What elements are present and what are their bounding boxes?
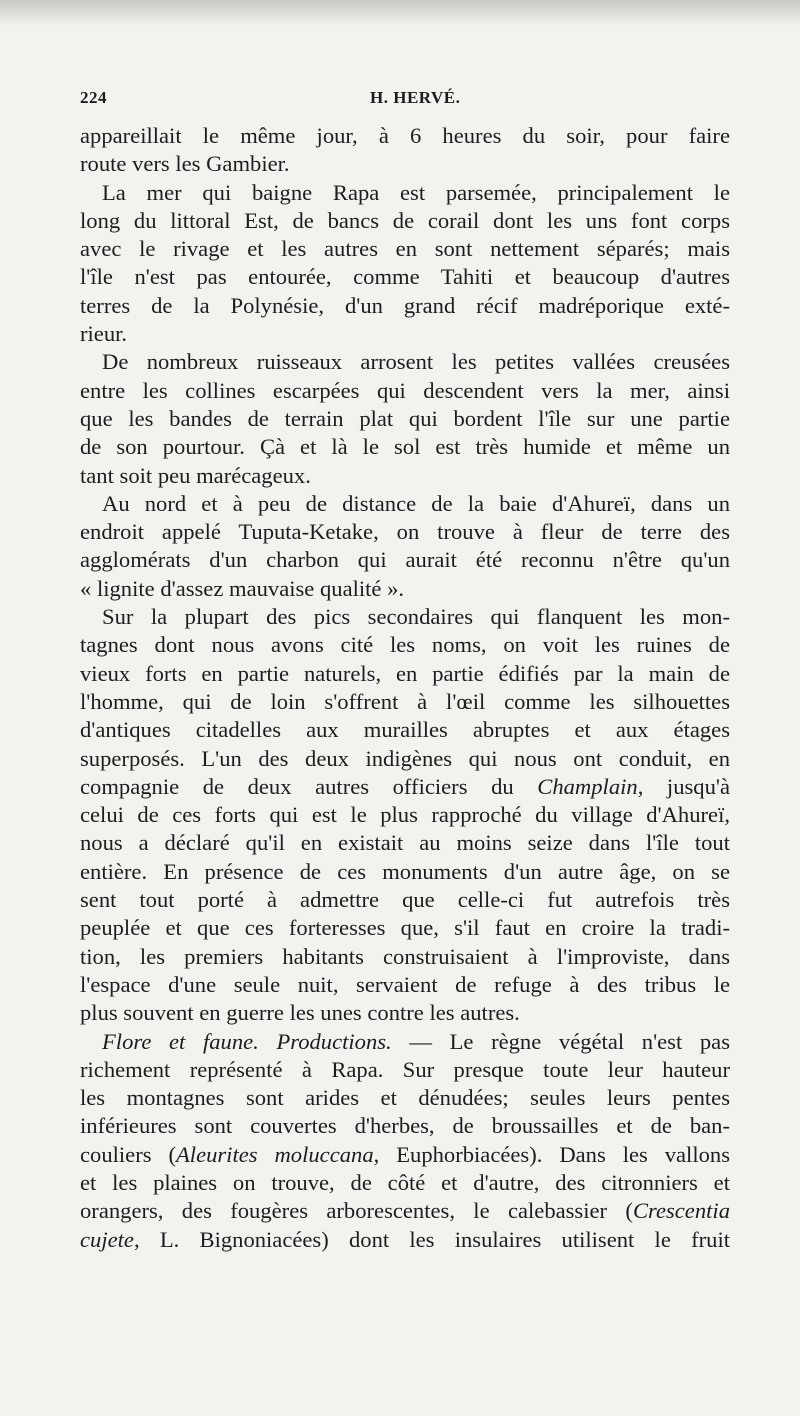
text-line: Sur la plupart des pics secondaires qui flanquent les mon- xyxy=(102,604,730,630)
page-header xyxy=(80,88,730,112)
text-line: De nombreux ruisseaux arrosent les petites vallées creusées xyxy=(102,349,730,375)
text-line: celui de ces forts qui est le plus rapproché du village d'Ahureï, xyxy=(80,802,730,828)
text-line: l'homme, qui de loin s'offrent à l'œil comme les silhouettes xyxy=(80,688,730,714)
text-line: vieux forts en partie naturels, en partie édifiés par la main de xyxy=(80,660,730,686)
italic-text: Aleurites moluccana xyxy=(175,1141,374,1167)
italic-text: Champlain xyxy=(537,773,638,799)
text-line: richement représenté à Rapa. Sur presque toute leur hauteur xyxy=(80,1056,730,1082)
text-line: route vers les Gambier. xyxy=(80,151,290,177)
text-line: tagnes dont nous avons cité les noms, on voit les ruines de xyxy=(80,632,730,658)
text-line: terres de la Polynésie, d'un grand récif madréporique exté- xyxy=(80,292,730,318)
text-line: entière. En présence de ces monuments d'un autre âge, on se xyxy=(80,858,730,884)
text-line: tant soit peu marécageux. xyxy=(80,462,311,488)
text-line: peuplée et que ces forteresses que, s'il faut en croire la tradi- xyxy=(80,915,730,941)
text-line: long du littoral Est, de bancs de corail dont les uns font corps xyxy=(80,207,730,233)
text-line: La mer qui baigne Rapa est parsemée, principalement le xyxy=(102,179,730,205)
text-line: entre les collines escarpées qui descendent vers la mer, ainsi xyxy=(80,377,730,403)
text-line xyxy=(80,1141,730,1169)
text-line: agglomérats d'un charbon qui aurait été reconnu n'être qu'un xyxy=(80,547,730,573)
text-line: appareillait le même jour, à 6 heures du soir, pour faire xyxy=(80,123,730,148)
page-top-edge xyxy=(0,0,800,26)
text-line: rieur. xyxy=(80,321,128,347)
text-line: l'espace d'une seule nuit, servaient de refuge à des tribus le xyxy=(80,971,730,997)
text-line: superposés. L'un des deux indigènes qui nous ont conduit, en xyxy=(80,745,730,771)
page-number: 224 xyxy=(80,88,107,107)
body-text xyxy=(80,122,730,1254)
text-line: nous a déclaré qu'il en existait au moins seize dans l'île tout xyxy=(80,830,730,856)
text-line: tion, les premiers habitants construisaient à l'improviste, dans xyxy=(80,943,730,969)
text-segment: compagnie de deux autres officiers du xyxy=(80,773,538,799)
text-line xyxy=(80,1226,730,1254)
text-line: Au nord et à peu de distance de la baie d'Ahureï, dans un xyxy=(102,490,730,516)
text-line: plus souvent en guerre les unes contre les autres. xyxy=(80,1000,520,1026)
text-segment: couliers ( xyxy=(80,1141,176,1167)
text-segment: — Le règne végétal n'est pas xyxy=(391,1028,731,1054)
text-line: avec le rivage et les autres en sont nettement séparés; mais xyxy=(80,236,730,262)
text-line: et les plaines on trouve, de côté et d'autre, des citronniers et xyxy=(80,1169,730,1195)
text-segment: , L. Bignoniacées) dont les insulaires utilisent le fruit xyxy=(133,1226,730,1252)
italic-text: cujete xyxy=(80,1226,134,1252)
italic-text: Crescentia xyxy=(632,1198,730,1224)
text-line: l'île n'est pas entourée, comme Tahiti et beaucoup d'autres xyxy=(80,264,730,290)
text-segment: orangers, des fougères arborescentes, le calebassier ( xyxy=(80,1198,633,1224)
text-line: que les bandes de terrain plat qui bordent l'île sur une partie xyxy=(80,405,730,431)
text-line: d'antiques citadelles aux murailles abruptes et aux étages xyxy=(80,717,730,743)
text-line: endroit appelé Tuputa-Ketake, on trouve à fleur de terre des xyxy=(80,519,730,545)
text-line: les montagnes sont arides et dénudées; seules leurs pentes xyxy=(80,1085,730,1111)
text-segment: , jusqu'à xyxy=(637,773,730,799)
italic-text: Flore et faune. Productions. xyxy=(102,1028,392,1054)
text-segment: , Euphorbiacées). Dans les vallons xyxy=(373,1141,730,1167)
text-line xyxy=(80,1197,730,1225)
text-line: de son pourtour. Çà et là le sol est très humide et même un xyxy=(80,434,730,460)
running-head: H. HERVÉ. xyxy=(370,88,461,107)
text-line xyxy=(80,1028,730,1056)
text-line: sent tout porté à admettre que celle-ci fut autrefois très xyxy=(80,887,730,913)
text-line: inférieures sont couvertes d'herbes, de broussailles et de ban- xyxy=(80,1113,730,1139)
text-line xyxy=(80,773,730,801)
text-line: « lignite d'assez mauvaise qualité ». xyxy=(80,575,405,601)
